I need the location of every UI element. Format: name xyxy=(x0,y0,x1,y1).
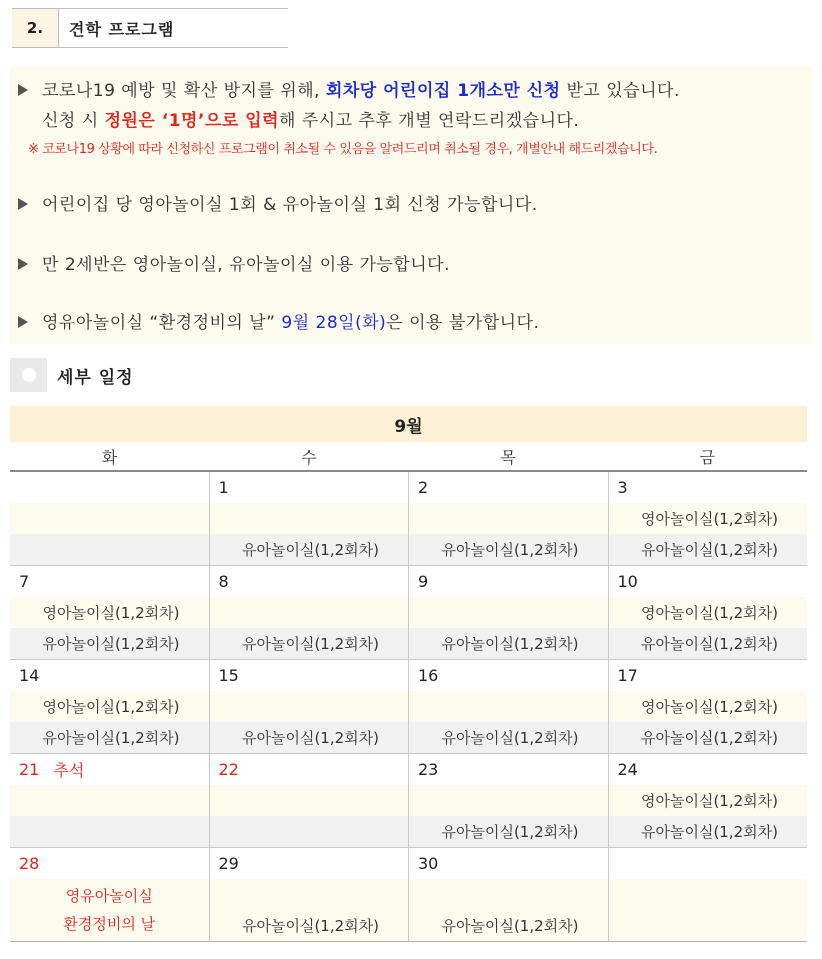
toddler-room-slot[interactable]: 유아놀이실(1,2회차) xyxy=(10,628,209,659)
calendar-day xyxy=(609,566,808,659)
toddler-room-slot[interactable]: 유아놀이실(1,2회차) xyxy=(409,722,608,753)
calendar-day xyxy=(210,660,410,753)
notice-emphasis-blue: 회차당 어린이집 1개소만 신청 xyxy=(325,81,561,101)
calendar-day xyxy=(409,566,609,659)
calendar-day xyxy=(210,566,410,659)
toddler-room-slot[interactable]: 유아놀이실(1,2회차) xyxy=(210,722,409,753)
infant-room-slot xyxy=(210,691,409,722)
calendar-day xyxy=(409,848,609,941)
toddler-room-slot[interactable]: 유아놀이실(1,2회차) xyxy=(10,722,209,753)
calendar-week xyxy=(10,472,807,566)
triangle-bullet-icon xyxy=(18,198,28,210)
weekday-header xyxy=(10,442,807,472)
calendar-week xyxy=(10,566,807,660)
day-number: 23 xyxy=(418,760,439,779)
toddler-room-slot[interactable]: 유아놀이실(1,2회차) xyxy=(409,628,608,659)
infant-room-slot xyxy=(409,597,608,628)
infant-room-slot xyxy=(409,503,608,534)
section-title: 견학 프로그램 xyxy=(69,19,175,39)
notice-emphasis-red: 정원은 ‘1명’으로 입력 xyxy=(104,111,280,131)
toddler-room-slot[interactable]: 유아놀이실(1,2회차) xyxy=(609,816,808,847)
day-number: 2 xyxy=(418,478,429,497)
notice-line-1: 코로나19 예방 및 확산 방지를 위해, 회차당 어린이집 1개소만 신청 받고 있습니다. xyxy=(18,76,680,101)
day-number: 10 xyxy=(617,572,638,591)
holiday-date: 21 추석 xyxy=(19,760,85,780)
day-number xyxy=(609,848,808,879)
notice-box xyxy=(10,66,813,344)
holiday-label: 추석 xyxy=(53,761,85,780)
holiday-date: 22 xyxy=(218,760,239,779)
infant-room-slot[interactable]: 영아놀이실(1,2회차) xyxy=(10,597,209,628)
closed-date: 9월 28일(화) xyxy=(281,313,387,333)
calendar-day xyxy=(609,848,808,941)
calendar-day xyxy=(10,472,210,565)
toddler-room-slot[interactable]: 유아놀이실(1,2회차) xyxy=(210,910,409,941)
infant-room-slot xyxy=(409,691,608,722)
notice-line-2: 신청 시 정원은 ‘1명’으로 입력해 주시고 추후 개별 연락드리겠습니다. xyxy=(42,111,580,131)
day-number xyxy=(10,472,209,503)
calendar-day xyxy=(10,660,210,753)
day-number: 14 xyxy=(19,666,40,685)
calendar-month: 9월 xyxy=(10,406,807,442)
toddler-room-slot[interactable]: 유아놀이실(1,2회차) xyxy=(409,816,608,847)
toddler-room-slot[interactable]: 유아놀이실(1,2회차) xyxy=(210,534,409,565)
toddler-room-slot[interactable]: 유아놀이실(1,2회차) xyxy=(609,534,808,565)
triangle-bullet-icon xyxy=(18,84,28,96)
section-heading xyxy=(12,8,288,48)
calendar-day xyxy=(609,660,808,753)
infant-room-slot[interactable]: 영아놀이실(1,2회차) xyxy=(10,691,209,722)
infant-room-slot xyxy=(210,785,409,816)
toddler-room-slot[interactable]: 유아놀이실(1,2회차) xyxy=(210,628,409,659)
calendar-day xyxy=(10,754,210,847)
calendar xyxy=(10,406,807,942)
toddler-room-slot xyxy=(210,816,409,847)
weekday-label: 수 xyxy=(301,447,317,467)
infant-room-slot xyxy=(210,879,409,910)
triangle-bullet-icon xyxy=(18,258,28,270)
day-number: 16 xyxy=(418,666,439,685)
calendar-day xyxy=(609,472,808,565)
infant-room-slot xyxy=(210,503,409,534)
day-number: 3 xyxy=(617,478,628,497)
infant-room-slot xyxy=(609,879,808,910)
calendar-week xyxy=(10,754,807,848)
infant-room-slot[interactable]: 영아놀이실(1,2회차) xyxy=(609,503,808,534)
notice-line-3: 어린이집 당 영아놀이실 1회 & 유아놀이실 1회 신청 가능합니다. xyxy=(18,190,538,215)
schedule-title: 세부 일정 xyxy=(57,367,134,388)
calendar-day xyxy=(10,848,210,941)
calendar-day xyxy=(210,754,410,847)
day-number: 29 xyxy=(218,854,239,873)
notice-line-4: 만 2세반은 영아놀이실, 유아놀이실 이용 가능합니다. xyxy=(18,250,450,275)
calendar-day xyxy=(210,848,410,941)
circle-bullet-icon xyxy=(10,358,47,392)
day-number: 17 xyxy=(617,666,638,685)
day-number: 30 xyxy=(418,854,439,873)
day-number: 8 xyxy=(218,572,229,591)
infant-room-slot[interactable]: 영아놀이실(1,2회차) xyxy=(609,691,808,722)
infant-room-slot xyxy=(210,597,409,628)
infant-room-slot xyxy=(10,503,209,534)
notice-warning: ※ 코로나19 상황에 따라 신청하신 프로그램이 취소될 수 있음을 알려드리며 취소될 경우, 개별안내 해드리겠습니다. xyxy=(28,142,658,157)
toddler-room-slot[interactable]: 유아놀이실(1,2회차) xyxy=(609,722,808,753)
weekday-label: 화 xyxy=(101,447,118,467)
day-number: 7 xyxy=(19,572,30,591)
infant-room-slot[interactable]: 영아놀이실(1,2회차) xyxy=(609,785,808,816)
schedule-heading xyxy=(10,358,134,392)
section-number: 2. xyxy=(12,9,59,47)
toddler-room-slot xyxy=(10,534,209,565)
calendar-day xyxy=(409,472,609,565)
infant-room-slot[interactable]: 영아놀이실(1,2회차) xyxy=(609,597,808,628)
toddler-room-slot xyxy=(609,910,808,941)
triangle-bullet-icon xyxy=(18,316,28,328)
infant-room-slot xyxy=(409,879,608,910)
toddler-room-slot xyxy=(10,816,209,847)
weekday-label: 금 xyxy=(699,447,716,467)
calendar-day xyxy=(210,472,410,565)
weekday-label: 목 xyxy=(500,447,516,467)
closed-day-notice: 영유아놀이실 환경정비의 날 xyxy=(10,879,209,941)
calendar-day xyxy=(409,754,609,847)
infant-room-slot xyxy=(409,785,608,816)
day-number: 9 xyxy=(418,572,429,591)
calendar-day xyxy=(10,566,210,659)
infant-room-slot xyxy=(10,785,209,816)
toddler-room-slot[interactable]: 유아놀이실(1,2회차) xyxy=(409,534,608,565)
calendar-day xyxy=(409,660,609,753)
calendar-day xyxy=(609,754,808,847)
calendar-week xyxy=(10,660,807,754)
day-number: 1 xyxy=(218,478,229,497)
closed-day-date: 28 xyxy=(19,854,40,873)
day-number: 24 xyxy=(617,760,638,779)
toddler-room-slot[interactable]: 유아놀이실(1,2회차) xyxy=(409,910,608,941)
calendar-week xyxy=(10,848,807,942)
day-number: 15 xyxy=(218,666,239,685)
toddler-room-slot[interactable]: 유아놀이실(1,2회차) xyxy=(609,628,808,659)
notice-line-5: 영유아놀이실 “환경정비의 날” 9월 28일(화)은 이용 불가합니다. xyxy=(18,308,539,333)
